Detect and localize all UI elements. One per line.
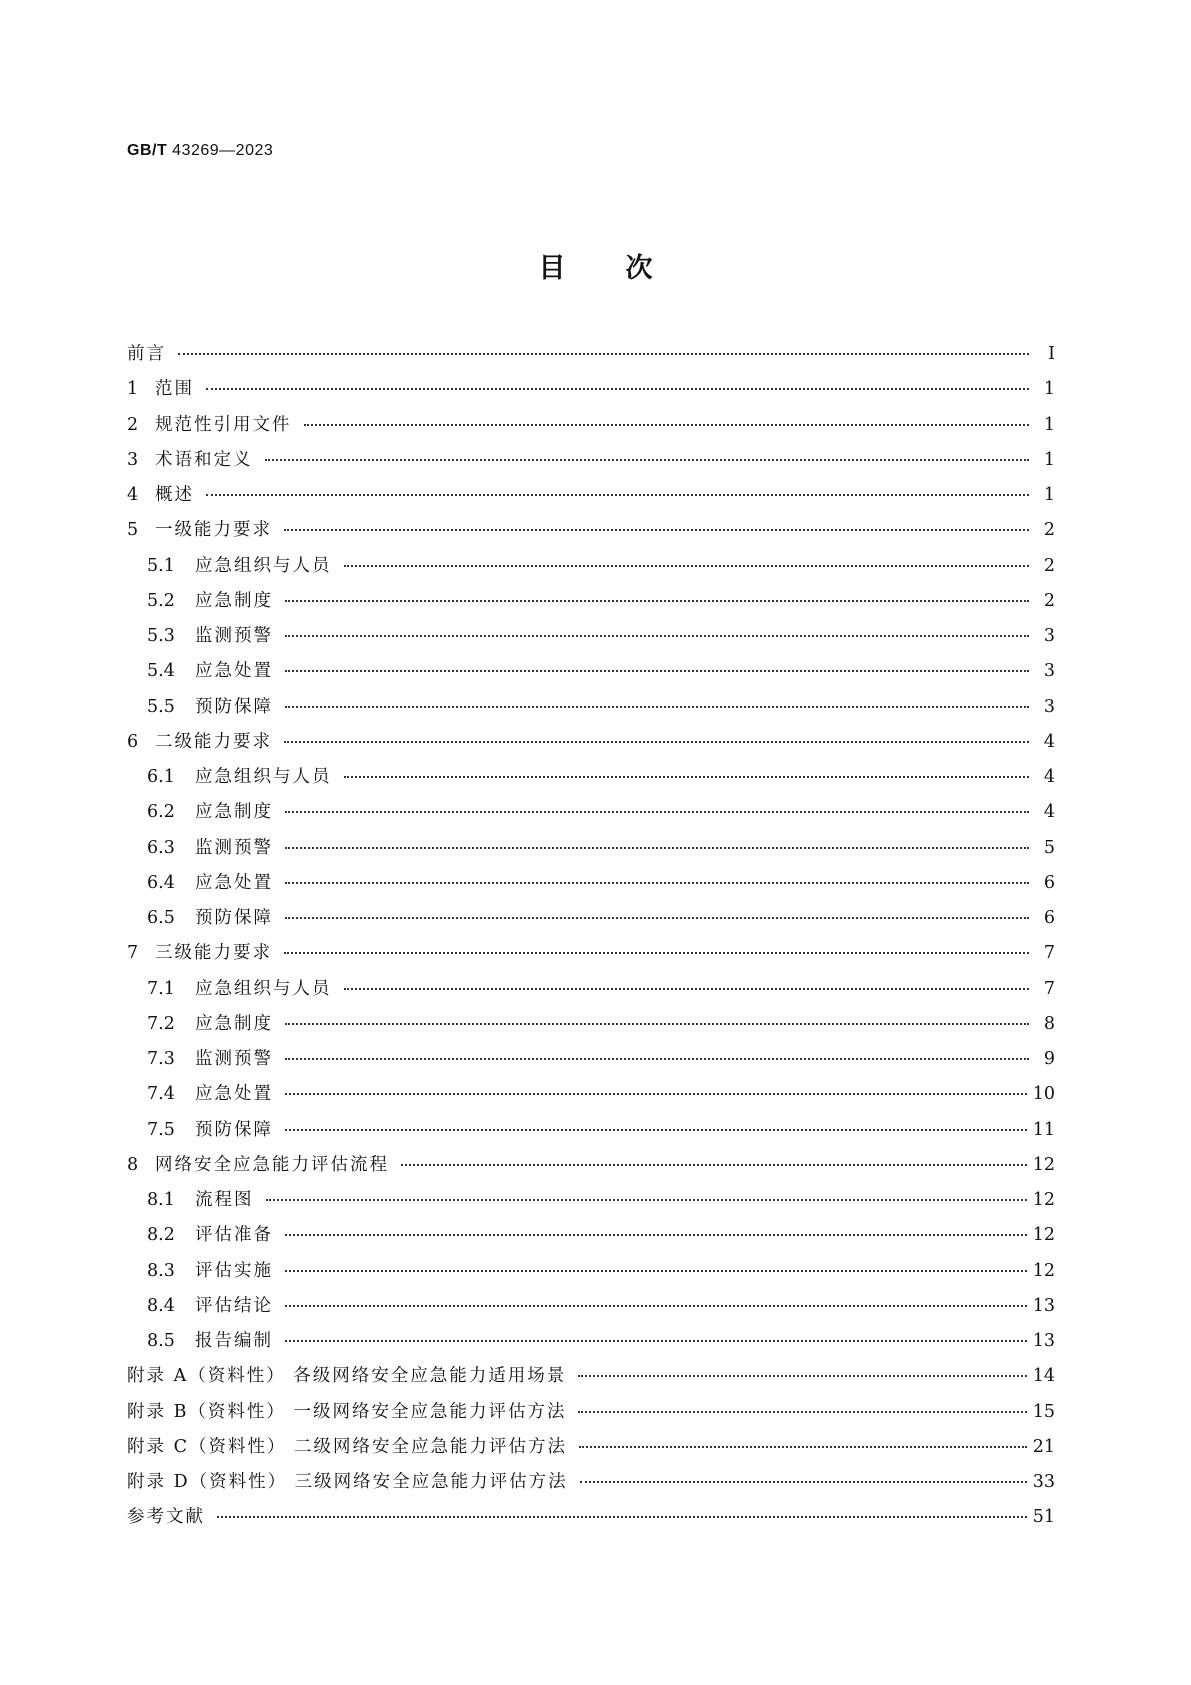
toc-entry-page: 12: [1032, 1225, 1055, 1246]
toc-entry-page: 13: [1032, 1331, 1055, 1351]
toc-entry-number: 5: [127, 520, 139, 541]
toc-entry-number: 6: [127, 731, 139, 752]
toc-entry[interactable]: [127, 516, 1055, 551]
toc-entry[interactable]: [127, 939, 1055, 974]
toc-entry[interactable]: [127, 622, 1055, 657]
toc-entry-title: 应急处置: [195, 872, 273, 893]
toc-entry-title: 应急制度: [195, 802, 273, 823]
toc-entry[interactable]: [127, 1292, 1055, 1327]
toc-entry-title: 应急制度: [195, 590, 273, 611]
toc-dot-leader: [206, 387, 1029, 390]
toc-entry[interactable]: [127, 763, 1055, 798]
toc-dot-leader: [578, 1374, 1026, 1377]
toc-entry[interactable]: [127, 587, 1055, 622]
standard-code: [127, 142, 273, 160]
toc-entry-title: 评估结论: [195, 1295, 273, 1316]
toc-entry-number: 6.3: [147, 837, 175, 858]
toc-entry-page: 3: [1043, 626, 1055, 646]
toc-entry-title: 监测预警: [195, 626, 273, 646]
toc-entry-title: 三级能力要求: [155, 943, 272, 964]
toc-entry-number: 7: [127, 943, 139, 964]
toc-entry-title: 一级能力要求: [155, 520, 272, 541]
toc-entry-number: 2: [127, 414, 139, 435]
toc-entry-title: 监测预警: [195, 1049, 273, 1069]
toc-entry[interactable]: [127, 1045, 1055, 1080]
toc-entry-page: 9: [1043, 1049, 1055, 1069]
toc-entry-page: 6: [1043, 908, 1055, 928]
standard-prefix: GB/T: [127, 142, 168, 159]
toc-entry-page: 4: [1043, 802, 1055, 823]
toc-entry-page: 51: [1032, 1507, 1055, 1528]
toc-dot-leader: [285, 1269, 1027, 1272]
toc-entry-title: 应急制度: [195, 1013, 273, 1034]
toc-entry-title: 网络安全应急能力评估流程: [155, 1154, 389, 1175]
toc-dot-leader: [285, 1304, 1027, 1307]
toc-dot-leader: [344, 987, 1030, 990]
toc-entry[interactable]: [127, 869, 1055, 904]
toc-entry[interactable]: [127, 904, 1055, 939]
toc-dot-leader: [284, 528, 1029, 531]
toc-entry-number: 8.4: [147, 1295, 175, 1316]
toc-entry[interactable]: [127, 1433, 1055, 1468]
toc-entry[interactable]: [127, 446, 1055, 481]
toc-entry[interactable]: [127, 975, 1055, 1010]
toc-entry[interactable]: [127, 481, 1055, 516]
toc-entry-page: 12: [1032, 1260, 1055, 1281]
toc-dot-leader: [266, 1198, 1027, 1201]
toc-entry-title: 评估实施: [195, 1260, 273, 1281]
toc-entry-number: 7.1: [147, 978, 175, 999]
toc-entry-number: 8.3: [147, 1260, 175, 1281]
toc-dot-leader: [344, 564, 1030, 567]
toc-entry-page: 6: [1043, 872, 1055, 893]
toc-entry[interactable]: [127, 1327, 1055, 1362]
toc-entry-number: 8.5: [147, 1331, 175, 1351]
toc-dot-leader: [304, 423, 1030, 426]
toc-entry[interactable]: [127, 375, 1055, 410]
toc-dot-leader: [284, 951, 1029, 954]
toc-entry[interactable]: [127, 1503, 1055, 1538]
toc-entry[interactable]: [127, 1221, 1055, 1256]
toc-entry[interactable]: [127, 1116, 1055, 1151]
toc-entry[interactable]: [127, 1080, 1055, 1115]
toc-entry[interactable]: [127, 340, 1055, 375]
toc-entry-title: 报告编制: [195, 1331, 273, 1351]
toc-entry-title: 附录 D（资料性） 三级网络安全应急能力评估方法: [127, 1472, 568, 1492]
toc-entry-title: 附录 B（资料性） 一级网络安全应急能力评估方法: [127, 1401, 567, 1422]
toc-entry-number: 7.2: [147, 1013, 175, 1034]
toc-dot-leader: [578, 1410, 1026, 1413]
toc-entry-page: 2: [1043, 520, 1055, 541]
toc-entry-number: 7.5: [147, 1119, 175, 1140]
toc-entry-page: 1: [1043, 414, 1055, 435]
toc-dot-leader: [580, 1480, 1027, 1483]
toc-entry-page: 1: [1043, 449, 1055, 470]
toc-entry[interactable]: [127, 693, 1055, 728]
toc-dot-leader: [285, 846, 1029, 849]
toc-entry[interactable]: [127, 552, 1055, 587]
table-of-contents: [127, 340, 1055, 1539]
toc-entry-page: 4: [1043, 767, 1055, 787]
toc-entry-number: 5.1: [147, 555, 175, 576]
toc-entry-page: 1: [1043, 379, 1055, 400]
toc-entry-title: 概述: [155, 485, 194, 505]
toc-entry-number: 4: [127, 485, 139, 505]
toc-dot-leader: [285, 599, 1029, 602]
toc-entry[interactable]: [127, 1362, 1055, 1397]
toc-entry[interactable]: [127, 834, 1055, 869]
toc-dot-leader: [285, 881, 1029, 884]
toc-entry-title: 应急组织与人员: [195, 978, 332, 999]
toc-entry-page: 2: [1043, 555, 1055, 576]
toc-entry[interactable]: [127, 728, 1055, 763]
toc-dot-leader: [285, 810, 1029, 813]
toc-entry-title: 流程图: [195, 1190, 254, 1210]
toc-entry-title: 附录 A（资料性） 各级网络安全应急能力适用场景: [127, 1366, 567, 1387]
toc-entry-number: 7.3: [147, 1049, 175, 1069]
toc-entry-page: 7: [1043, 978, 1055, 999]
toc-entry-page: 3: [1043, 661, 1055, 682]
toc-dot-leader: [285, 1092, 1027, 1095]
toc-dot-leader: [401, 1163, 1027, 1166]
toc-entry-page: 14: [1032, 1366, 1055, 1387]
toc-dot-leader: [285, 1339, 1027, 1342]
toc-dot-leader: [285, 1128, 1027, 1131]
toc-entry-title: 范围: [155, 379, 194, 400]
toc-dot-leader: [285, 705, 1029, 708]
toc-entry[interactable]: [127, 1010, 1055, 1045]
toc-entry[interactable]: [127, 1398, 1055, 1433]
toc-entry-title: 附录 C（资料性） 二级网络安全应急能力评估方法: [127, 1436, 568, 1457]
toc-entry[interactable]: [127, 657, 1055, 692]
toc-entry-page: 33: [1032, 1472, 1055, 1492]
toc-dot-leader: [285, 1233, 1027, 1236]
toc-entry-page: 8: [1043, 1013, 1055, 1034]
toc-entry-page: 1: [1043, 485, 1055, 505]
toc-entry-page: 5: [1043, 837, 1055, 858]
toc-entry-number: 3: [127, 449, 139, 470]
toc-dot-leader: [285, 634, 1029, 637]
toc-entry-page: 7: [1043, 943, 1055, 964]
toc-entry[interactable]: [127, 798, 1055, 833]
toc-entry-title: 评估准备: [195, 1225, 273, 1246]
toc-dot-leader: [285, 916, 1029, 919]
toc-entry-page: 2: [1043, 590, 1055, 611]
toc-entry-title: 预防保障: [195, 908, 273, 928]
toc-entry-number: 8.1: [147, 1190, 175, 1210]
toc-dot-leader: [178, 352, 1029, 355]
toc-entry-number: 1: [127, 379, 139, 400]
toc-entry-number: 5.5: [147, 696, 175, 717]
toc-entry-title: 前言: [127, 344, 166, 364]
toc-entry-number: 5.4: [147, 661, 175, 682]
toc-entry-title: 监测预警: [195, 837, 273, 858]
toc-entry-number: 6.2: [147, 802, 175, 823]
toc-entry-title: 应急组织与人员: [195, 555, 332, 576]
toc-entry-title: 二级能力要求: [155, 731, 272, 752]
toc-entry-page: 12: [1032, 1154, 1055, 1175]
toc-entry-page: 4: [1043, 731, 1055, 752]
toc-entry-title: 预防保障: [195, 696, 273, 717]
toc-dot-leader: [217, 1515, 1027, 1518]
toc-entry-number: 6.1: [147, 767, 175, 787]
toc-entry-page: Ⅰ: [1048, 344, 1055, 364]
toc-entry-page: 21: [1032, 1436, 1055, 1457]
toc-entry-title: 应急处置: [195, 1084, 273, 1105]
toc-dot-leader: [579, 1445, 1027, 1448]
toc-entry-number: 6.4: [147, 872, 175, 893]
toc-entry-number: 7.4: [147, 1084, 175, 1105]
toc-entry-number: 8: [127, 1154, 139, 1175]
toc-entry-title: 术语和定义: [155, 449, 253, 470]
toc-entry-title: 规范性引用文件: [155, 414, 292, 435]
toc-entry-title: 应急处置: [195, 661, 273, 682]
page-title: 目次: [538, 253, 713, 284]
toc-entry-page: 15: [1032, 1401, 1055, 1422]
toc-dot-leader: [285, 1057, 1029, 1060]
toc-entry-title: 应急组织与人员: [195, 767, 332, 787]
toc-dot-leader: [265, 458, 1030, 461]
toc-entry[interactable]: [127, 411, 1055, 446]
toc-dot-leader: [206, 493, 1029, 496]
toc-entry[interactable]: [127, 1257, 1055, 1292]
toc-entry-number: 8.2: [147, 1225, 175, 1246]
standard-number: 43269—2023: [172, 142, 274, 159]
toc-entry-number: 5.3: [147, 626, 175, 646]
toc-entry[interactable]: [127, 1468, 1055, 1503]
toc-entry-title: 预防保障: [195, 1119, 273, 1140]
toc-dot-leader: [284, 740, 1029, 743]
toc-dot-leader: [285, 669, 1029, 672]
toc-dot-leader: [285, 1022, 1029, 1025]
toc-entry-title: 参考文献: [127, 1507, 205, 1528]
toc-entry-page: 12: [1032, 1190, 1055, 1210]
toc-entry[interactable]: [127, 1151, 1055, 1186]
toc-dot-leader: [344, 775, 1030, 778]
toc-entry-page: 11: [1032, 1119, 1055, 1140]
toc-entry[interactable]: [127, 1186, 1055, 1221]
toc-entry-number: 5.2: [147, 590, 175, 611]
toc-entry-page: 10: [1032, 1084, 1055, 1105]
toc-entry-page: 3: [1043, 696, 1055, 717]
toc-entry-page: 13: [1032, 1295, 1055, 1316]
toc-entry-number: 6.5: [147, 908, 175, 928]
